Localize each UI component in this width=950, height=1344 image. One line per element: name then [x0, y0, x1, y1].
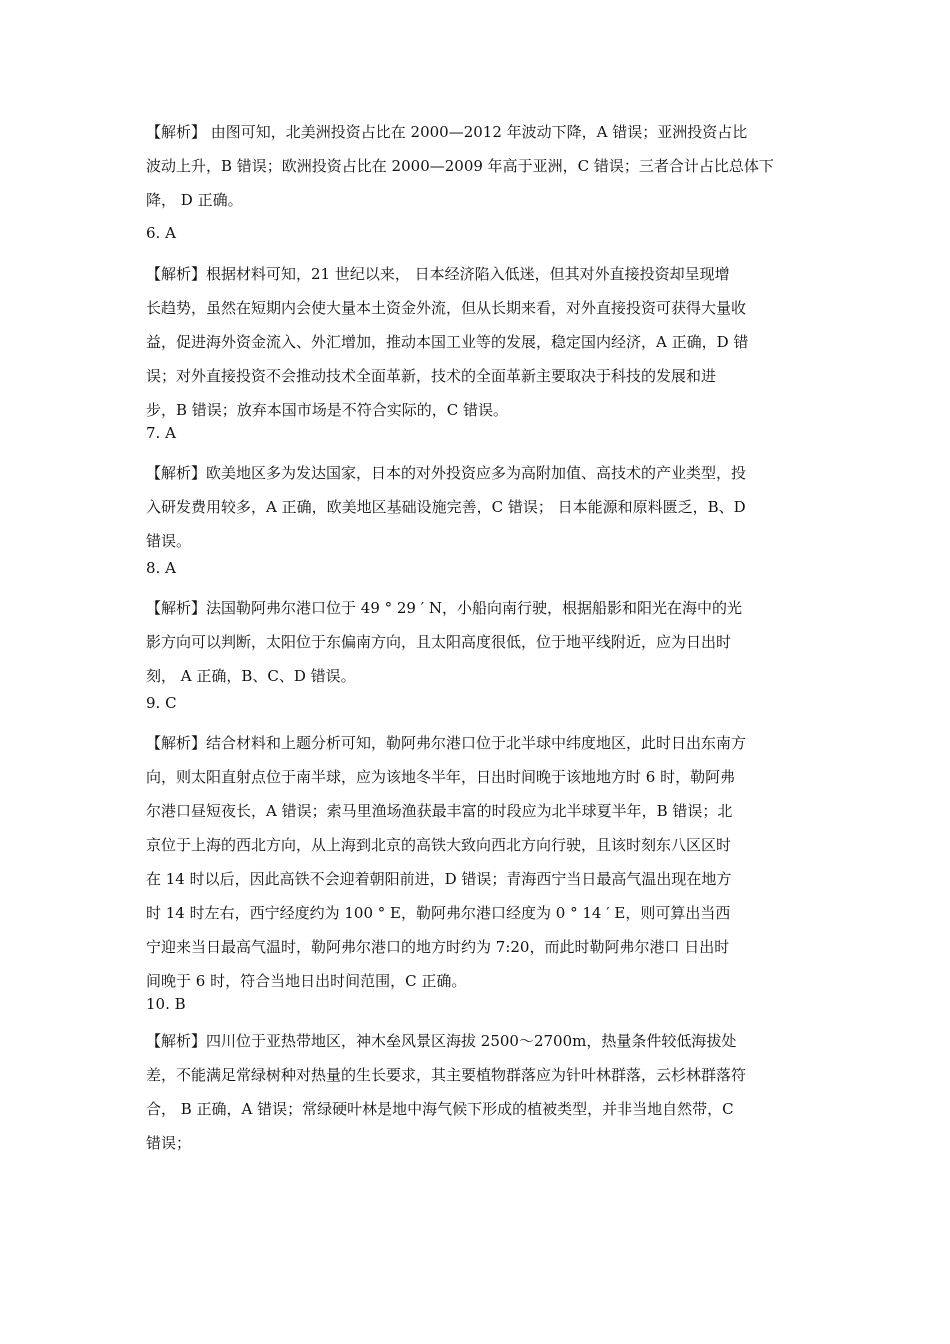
analysis-line: 误；对外直接投资不会推动技术全面革新，技术的全面革新主要取决于科技的发展和进 [146, 367, 717, 385]
analysis-paragraph [146, 115, 814, 217]
analysis-block-6 [146, 257, 814, 427]
analysis-line: 【解析】欧美地区多为发达国家，日本的对外投资应多为高附加值、高技术的产业类型，投 [146, 464, 747, 482]
answer-number: 9. C [146, 694, 177, 712]
analysis-paragraph [146, 591, 814, 693]
question-number-6 [146, 223, 814, 243]
analysis-block-8 [146, 591, 814, 693]
analysis-line: 影方向可以判断，太阳位于东偏南方向，且太阳高度很低，位于地平线附近，应为日出时 [146, 633, 732, 651]
analysis-paragraph [146, 726, 814, 998]
analysis-line: 【解析】四川位于亚热带地区，神木垒风景区海拔 2500～2700m，热量条件较低海拔处 [146, 1032, 737, 1050]
analysis-line: 步，B 错误；放弃本国市场是不符合实际的，C 错误。 [146, 401, 509, 419]
analysis-line: 尔港口昼短夜长，A 错误；索马里渔场渔获最丰富的时段应为北半球夏半年，B 错误；北 [146, 802, 733, 820]
question-number-8 [146, 558, 814, 578]
question-number-7 [146, 423, 814, 443]
analysis-line: 错误。 [146, 532, 192, 550]
analysis-line: 向，则太阳直射点位于南半球，应为该地冬半年，日出时间晚于该地地方时 6 时，勒阿弗 [146, 768, 736, 786]
analysis-line: 在 14 时以后，因此高铁不会迎着朝阳前进，D 错误；青海西宁当日最高气温出现在地方 [146, 870, 732, 888]
analysis-block-10 [146, 1024, 814, 1160]
analysis-line: 【解析】结合材料和上题分析可知，勒阿弗尔港口位于北半球中纬度地区，此时日出东南方 [146, 734, 747, 752]
question-number-10 [146, 994, 814, 1014]
analysis-line: 长趋势，虽然在短期内会使大量本土资金外流，但从长期来看，对外直接投资可获得大量收 [146, 299, 747, 317]
analysis-line: 【解析】法国勒阿弗尔港口位于 49 ° 29 ′ N，小船向南行驶，根据船影和阳光在海中的光 [146, 599, 743, 617]
analysis-line: 间晚于 6 时，符合当地日出时间范围，C 正确。 [146, 972, 467, 990]
analysis-block-9 [146, 726, 814, 998]
analysis-line: 京位于上海的西北方向，从上海到北京的高铁大致向西北方向行驶，且该时刻东八区区时 [146, 836, 732, 854]
analysis-line: 宁迎来当日最高气温时，勒阿弗尔港口的地方时约为 7:20，而此时勒阿弗尔港口 日出时 [146, 938, 730, 956]
answer-number: 10. B [146, 995, 186, 1013]
analysis-line: 降， D 正确。 [146, 191, 243, 209]
question-number-9 [146, 693, 814, 713]
analysis-paragraph [146, 1024, 814, 1160]
answer-number: 6. A [146, 224, 176, 242]
analysis-paragraph [146, 456, 814, 558]
analysis-line: 错误； [146, 1134, 192, 1152]
answer-number: 8. A [146, 559, 176, 577]
answer-number: 7. A [146, 424, 176, 442]
analysis-line: 时 14 时左右，西宁经度约为 100 ° E，勒阿弗尔港口经度为 0 ° 14 ′ E，则可算出当西 [146, 904, 731, 922]
analysis-line: 波动上升，B 错误；欧洲投资占比在 2000—2009 年高于亚洲，C 错误；三者合计占比总体下 [146, 157, 774, 175]
analysis-line: 合， B 正确，A 错误；常绿硬叶林是地中海气候下形成的植被类型，并非当地自然带，C [146, 1100, 734, 1118]
analysis-block-5 [146, 115, 814, 217]
analysis-line: 入研发费用较多，A 正确，欧美地区基础设施完善，C 错误； 日本能源和原料匮乏，B、D [146, 498, 746, 516]
analysis-line: 【解析】根据材料可知，21 世纪以来， 日本经济陷入低迷，但其对外直接投资却呈现增 [146, 265, 730, 283]
analysis-line: 刻， A 正确，B、C、D 错误。 [146, 667, 356, 685]
analysis-line: 益，促进海外资金流入、外汇增加，推动本国工业等的发展，稳定国内经济，A 正确，D 错 [146, 333, 749, 351]
analysis-line: 【解析】 由图可知，北美洲投资占比在 2000—2012 年波动下降，A 错误；亚洲投资占比 [146, 123, 748, 141]
analysis-paragraph [146, 257, 814, 427]
analysis-block-7 [146, 456, 814, 558]
analysis-line: 差，不能满足常绿树种对热量的生长要求，其主要植物群落应为针叶林群落，云杉林群落符 [146, 1066, 747, 1084]
